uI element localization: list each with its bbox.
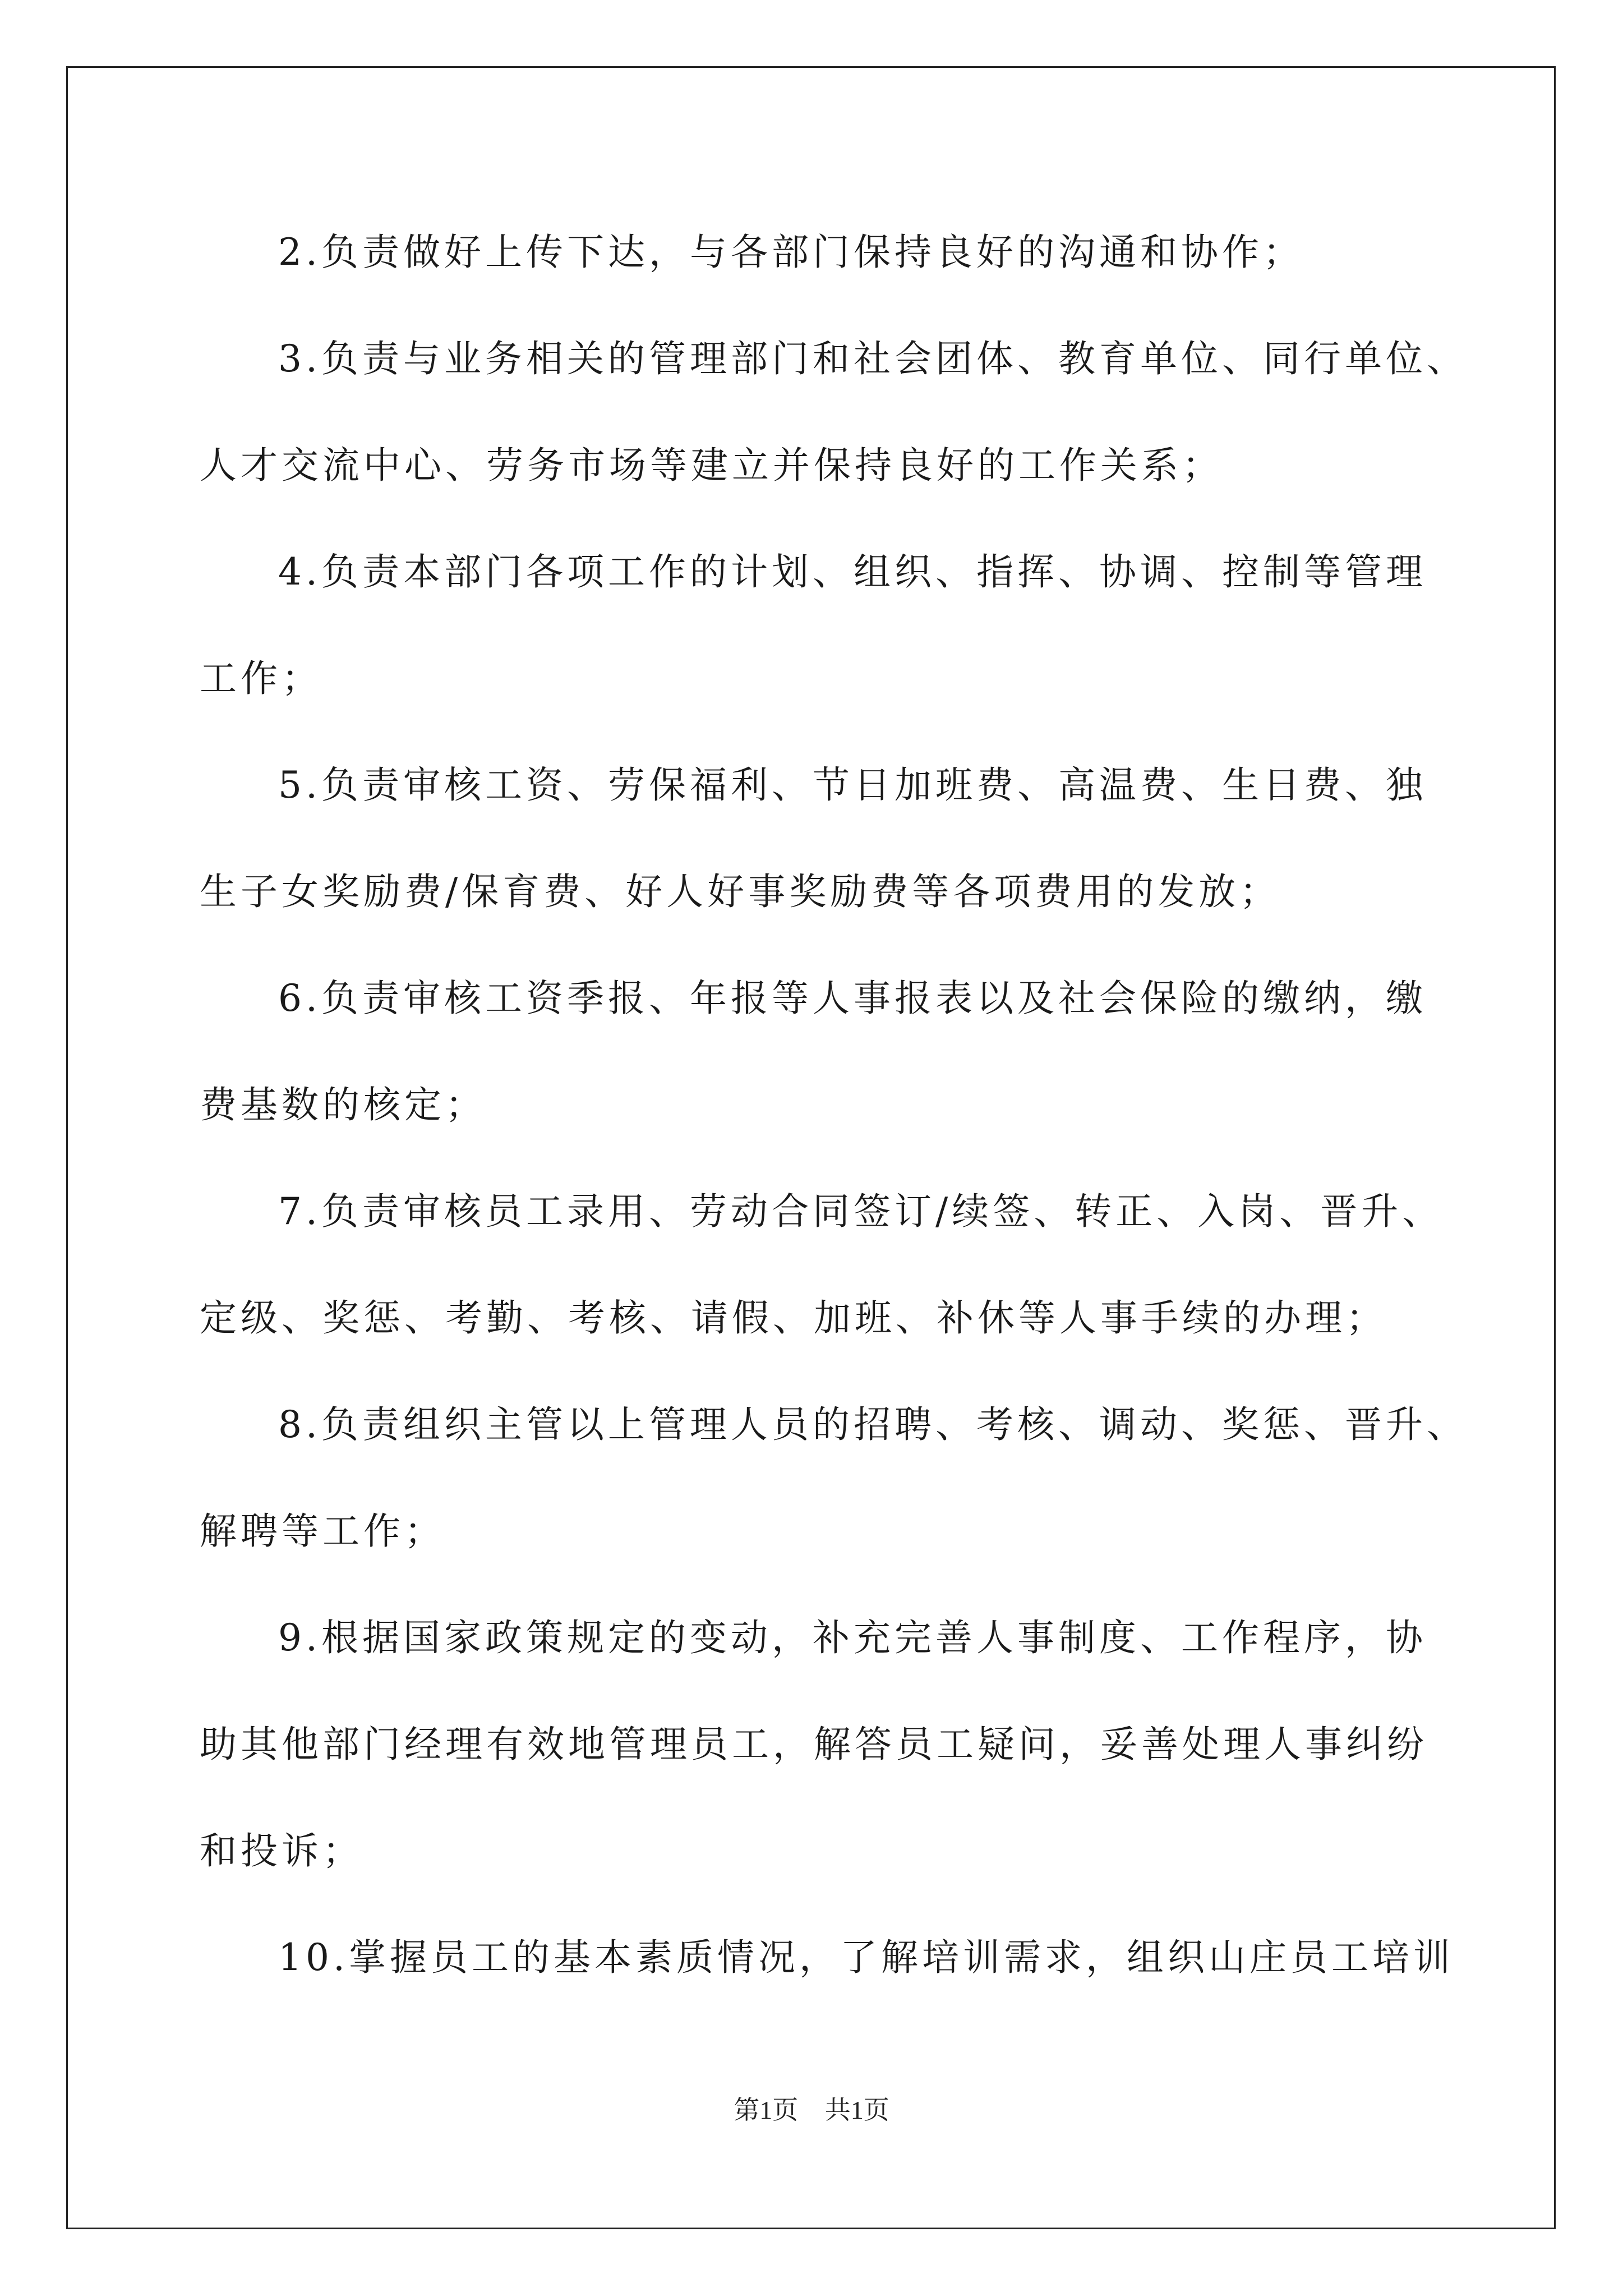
paragraph-4-line-2: 工作； (200, 657, 322, 700)
paragraph-5-line-2: 生子女奖励费/保育费、好人好事奖励费等各项费用的发放； (200, 870, 1281, 913)
paragraph-5-line-1: 5.负责审核工资、劳保福利、节日加班费、高温费、生日费、独 (278, 763, 1427, 807)
page-number: 第1页 (734, 2096, 799, 2124)
paragraph-7-line-2: 定级、奖惩、考勤、考核、请假、加班、补休等人事手续的办理； (200, 1296, 1387, 1340)
paragraph-2-line-1: 2.负责做好上传下达，与各部门保持良好的沟通和协作； (278, 231, 1304, 274)
paragraph-6-line-2: 费基数的核定； (200, 1083, 486, 1126)
paragraph-9-line-3: 和投诉； (200, 1829, 363, 1872)
paragraph-9-line-2: 助其他部门经理有效地管理员工，解答员工疑问，妥善处理人事纠纷 (200, 1723, 1428, 1766)
paragraph-7-line-1: 7.负责审核员工录用、劳动合同签订/续签、转正、入岗、晋升、 (278, 1190, 1444, 1233)
paragraph-6-line-1: 6.负责审核工资季报、年报等人事报表以及社会保险的缴纳，缴 (278, 977, 1427, 1020)
paragraph-9-line-1: 9.根据国家政策规定的变动，补充完善人事制度、工作程序，协 (278, 1616, 1427, 1659)
page-total: 共1页 (824, 2096, 889, 2124)
paragraph-3-line-2: 人才交流中心、劳务市场等建立并保持良好的工作关系； (200, 444, 1223, 487)
paragraph-8-line-1: 8.负责组织主管以上管理人员的招聘、考核、调动、奖惩、晋升、 (278, 1403, 1468, 1446)
paragraph-10-line-1: 10.掌握员工的基本素质情况，了解培训需求，组织山庄员工培训 (278, 1936, 1454, 1979)
paragraph-8-line-2: 解聘等工作； (200, 1510, 445, 1553)
page-footer (0, 2093, 1623, 2127)
paragraph-4-line-1: 4.负责本部门各项工作的计划、组织、指挥、协调、控制等管理 (278, 550, 1427, 593)
paragraph-3-line-1: 3.负责与业务相关的管理部门和社会团体、教育单位、同行单位、 (278, 337, 1468, 380)
page-border (66, 66, 1556, 2229)
